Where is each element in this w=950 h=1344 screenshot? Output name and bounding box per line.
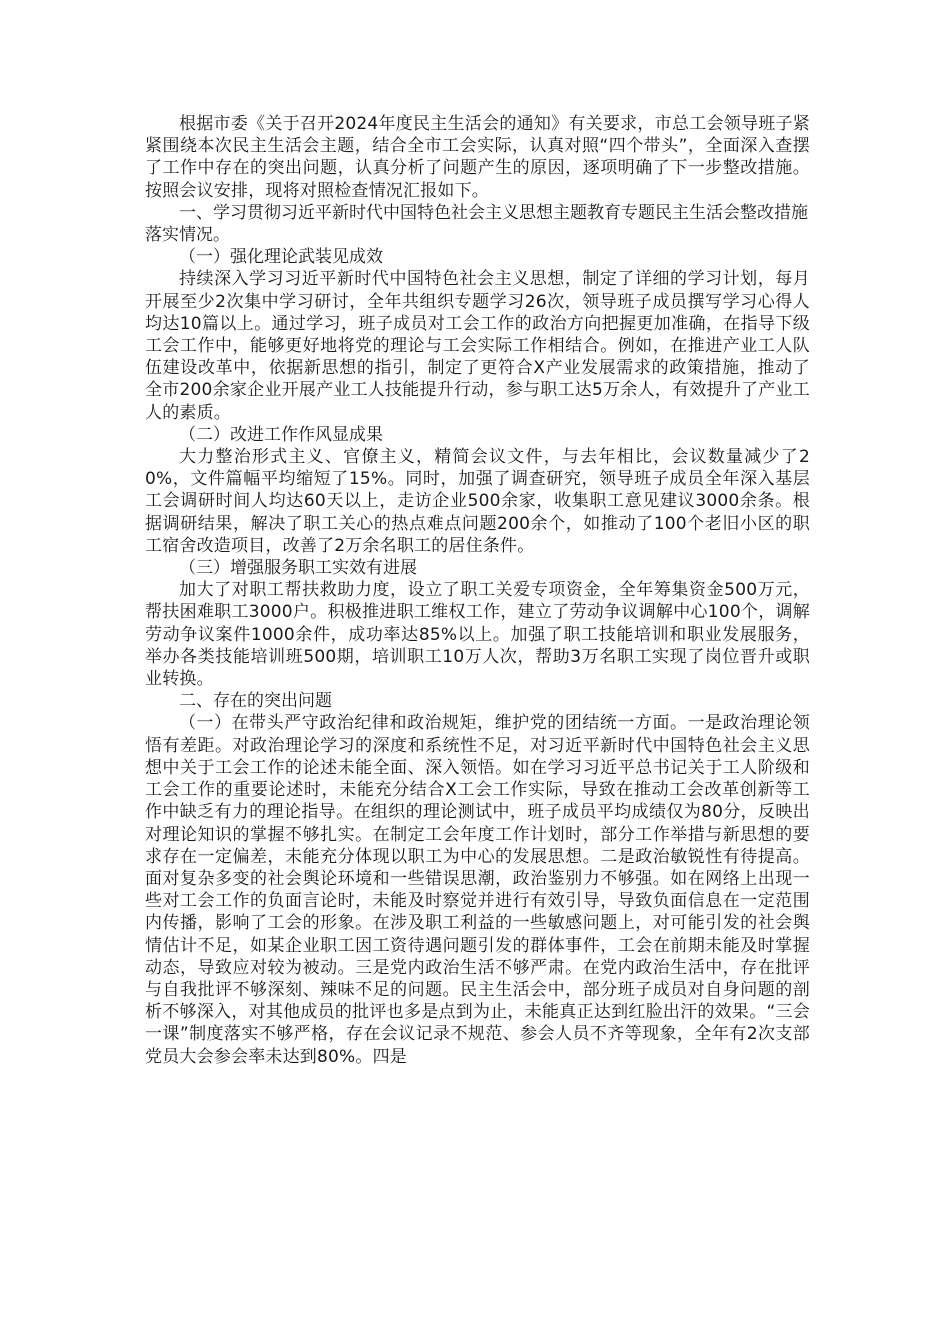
subsection-heading-1-1: （一）强化理论武装见成效 [179, 247, 383, 268]
body-paragraph: 持续深入学习习近平新时代中国特色社会主义思想，制定了详细的学习计划，每月开展至少2次集中学习研讨，全年共组织专题学习26次，领导班子成员撰写学习心得人均达10篇以上。通过学习，班子成员对工会工作的政治方向把握更加准确，在指导下级工会工作中，能够更好地将党的理论与工会实际工作相结合。例如，在推进产业工人队伍建设改革中，依据新思想的指引，制定了更符合X产业发展需求的政策措施，推动了全市200余家企业开展产业工人技能提升行动，参与职工达5万余人，有效提升了产业工人的素质。 [145, 269, 810, 423]
subsection-heading-1-2: （二）改进工作作风显成果 [179, 424, 383, 445]
body-paragraph: 加大了对职工帮扶救助力度，设立了职工关爱专项资金，全年筹集资金500万元，帮扶困难职工3000户。积极推进职工维权工作，建立了劳动争议调解中心100个，调解劳动争议案件1000余件，成功率达85%以上。加强了职工技能培训和职业发展服务，举办各类技能培训班500期，培训职工10万人次，帮助3万名职工实现了岗位晋升或职业转换。 [145, 580, 810, 690]
intro-paragraph: 根据市委《关于召开2024年度民主生活会的通知》有关要求，市总工会领导班子紧紧围绕本次民主生活会主题，结合全市工会实际，认真对照“四个带头”，全面深入查摆了工作中存在的突出问题，认真分析了问题产生的原因，逐项明确了下一步整改措施。按照会议安排，现将对照检查情况汇报如下。 [145, 114, 810, 201]
section-heading-2: 二、存在的突出问题 [179, 691, 332, 712]
section-heading-1: 一、学习贯彻习近平新时代中国特色社会主义思想主题教育专题民主生活会整改措施落实情况。 [145, 202, 808, 246]
subsection-heading-1-3: （三）增强服务职工实效有进展 [179, 558, 417, 579]
body-paragraph: 大力整治形式主义、官僚主义，精简会议文件，与去年相比，会议数量减少了20%，文件篇幅平均缩短了15%。同时，加强了调查研究，领导班子成员全年深入基层工会调研时间人均达60天以上，走访企业500余家，收集职工意见建议3000余条。根据调研结果，解决了职工关心的热点难点问题200余个，如推动了100个老旧小区的职工宿舍改造项目，改善了2万余名职工的居住条件。 [145, 447, 810, 556]
document-page [145, 113, 810, 1068]
body-paragraph: （一）在带头严守政治纪律和政治规矩，维护党的团结统一方面。一是政治理论领悟有差距。对政治理论学习的深度和系统性不足，对习近平新时代中国特色社会主义思想中关于工会工作的论述未能全面、深入领悟。如在学习习近平总书记关于工人阶级和工会工作的重要论述时，未能充分结合X工会工作实际，导致在推动工会改革创新等工作中缺乏有力的理论指导。在组织的理论测试中，班子成员平均成绩仅为80分，反映出对理论知识的掌握不够扎实。在制定工会年度工作计划时，部分工作举措与新思想的要求存在一定偏差，未能充分体现以职工为中心的发展思想。二是政治敏锐性有待提高。面对复杂多变的社会舆论环境和一些错误思潮，政治鉴别力不够强。如在网络上出现一些对工会工作的负面言论时，未能及时察觉并进行有效引导，导致负面信息在一定范围内传播，影响了工会的形象。在涉及职工利益的一些敏感问题上，对可能引发的社会舆情估计不足，如某企业职工因工资待遇问题引发的群体事件，工会在前期未能及时掌握动态，导致应对较为被动。三是党内政治生活不够严肃。在党内政治生活中，存在批评与自我批评不够深刻、辣味不足的问题。民主生活会中，部分班子成员对自身问题的剖析不够深入，对其他成员的批评也多是点到为止，未能真正达到红脸出汗的效果。“三会一课”制度落实不够严格，存在会议记录不规范、参会人员不齐等现象，全年有2次支部党员大会参会率未达到80%。四是 [145, 713, 810, 1067]
